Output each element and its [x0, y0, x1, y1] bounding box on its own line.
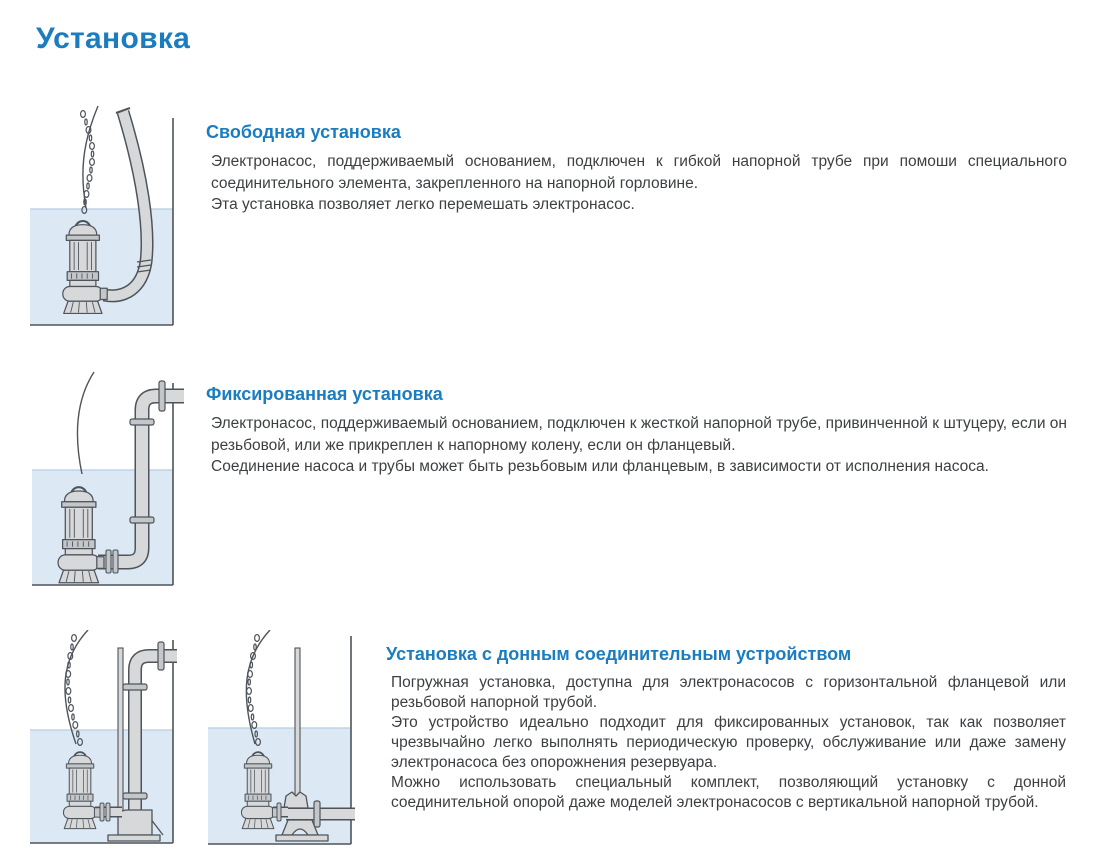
pump-bottom-coupling-vertical-drawing: [30, 630, 177, 856]
power-cable: [65, 630, 88, 744]
paragraph: Можно использовать специальный комплект, позволяющий установку с донной соединительной опорой даже моделей электронасосов с вертикальной напорной трубой.: [391, 774, 1066, 811]
illustration-free-installation: [30, 104, 182, 328]
power-cable: [78, 372, 94, 474]
lifting-chain: [66, 635, 83, 746]
pump-free-installation-drawing: [30, 104, 182, 328]
illustration-fixed-installation: [32, 370, 184, 596]
paragraph: Электронасос, поддерживаемый основанием, подключен к гибкой напорной трубе при помоши специального соединительного элемента, закрепленного на напорной горловине.: [211, 153, 1067, 192]
paragraph: Соединение насоса и трубы может быть резьбовым или фланцевым, в зависимости от исполнения насоса.: [211, 458, 989, 475]
section-free-installation: [206, 122, 1067, 216]
paragraph: Погружная установка, доступна для электронасосов с горизонтальной фланцевой или резьбовой напорной трубой.: [391, 674, 1066, 711]
guide-rail: [295, 648, 300, 802]
paragraph: Электронасос, поддерживаемый основанием, подключен к жесткой напорной трубе, привинченной к штуцеру, если он резьбовой, или же прикреплен к напорному колену, если он фланцевый.: [211, 415, 1067, 454]
pump-fixed-installation-drawing: [32, 370, 184, 596]
paragraph: Это устройство идеально подходит для фиксированных установок, так как позволяет чрезвычайно легко выполнять периодическую проверку, обслуживание или даже замену электронасоса без опорожнения резервуара.: [391, 714, 1066, 771]
section-bottom-coupling: [386, 644, 1066, 813]
page-title: Установка: [36, 22, 191, 55]
section-heading-bottom-coupling: Установка с донным соединительным устройством: [386, 644, 852, 664]
lifting-chain: [81, 111, 95, 214]
paragraph: Эта установка позволяет легко перемешать электронасос.: [211, 196, 635, 213]
section-fixed-installation: [206, 384, 1067, 478]
illustration-bottom-coupling-vertical: [30, 630, 177, 856]
section-heading-fixed: Фиксированная установка: [206, 384, 443, 404]
illustration-bottom-coupling-horizontal: [208, 630, 355, 856]
power-cable: [246, 630, 270, 744]
pump-bottom-coupling-horizontal-drawing: [208, 630, 355, 856]
guide-rail: [118, 648, 123, 812]
section-heading-free: Свободная установка: [206, 122, 401, 142]
